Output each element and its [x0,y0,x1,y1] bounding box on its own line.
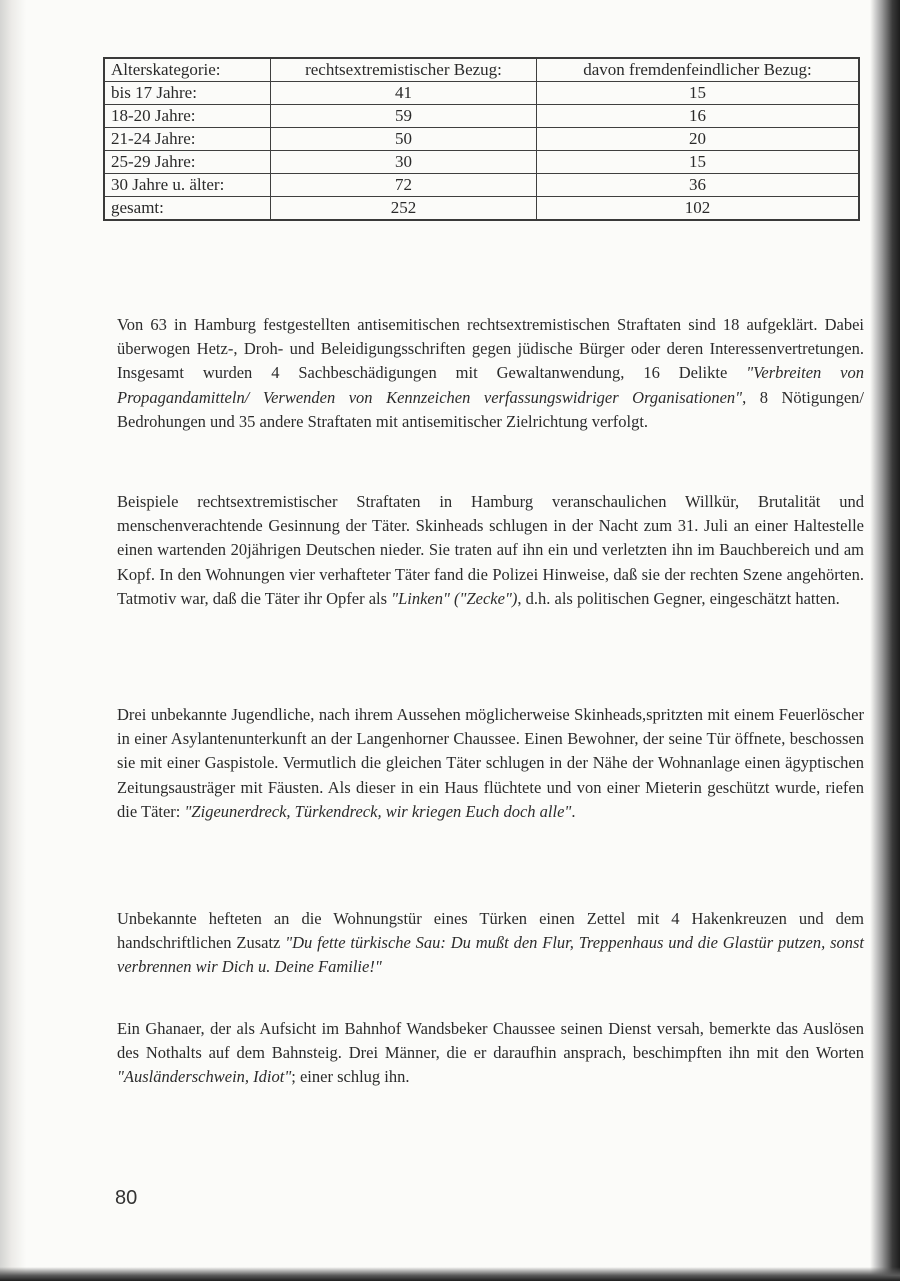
paragraph-quote: "Du fette türkische Sau: Du mußt den Flur, Treppenhaus und die Glastür putzen, sonst verbrennen wir Dich u. Deine Familie!" [117,933,864,977]
paragraph-swastika-note [117,907,864,980]
page-number: 80 [115,1187,138,1209]
table-row [104,174,859,197]
table-row [104,128,859,151]
paragraph-antisemitic-offences [117,313,864,434]
paragraph-text: Von 63 in Hamburg festgestellten antisemitischen rechtsextremistischen Straftaten sind 18 aufgeklärt. Dabei überwogen Hetz-, Droh- und Beleidigungsschriften gegen jüdische Bürger oder deren Interessenvertretungen. Insgesamt wurden 4 Sachbeschädigungen mit Gewaltanwendung, 16 Delikte [117,315,864,383]
table-header-row [104,58,859,82]
cell-xenophobic: 15 [537,82,860,105]
cell-xenophobic: 20 [537,128,860,151]
binding-shadow [0,0,26,1281]
header-right-extremist: rechtsextremistischer Bezug: [271,58,537,82]
paragraph-station-attack [117,1017,864,1090]
paragraph-examples-skinheads [117,490,864,611]
paragraph-quote: "Linken" ("Zecke") [391,588,518,608]
header-xenophobic: davon fremdenfeindlicher Bezug: [537,58,860,82]
paragraph-text: , 8 Nötigungen/ Bedrohungen und 35 andere Straftaten mit antisemitischer Zielrichtung verfolgt. [117,387,865,431]
cell-right-extremist: 50 [271,128,537,151]
paragraph-text: Ein Ghanaer, der als Aufsicht im Bahnhof Wandsbeker Chaussee seinen Dienst versah, bemerkte das Auslösen des Nothalts auf dem Bahnsteig. Drei Männer, die er daraufhin ansprach, beschimpften ihn mit den Worten [117,1019,864,1063]
age-category-table [103,57,860,221]
page-bottom-shadow [0,1267,900,1281]
paragraph-text: Unbekannte hefteten an die Wohnungstür eines Türken einen Zettel mit 4 Hakenkreuzen und dem handschriftlichen Zusatz [117,909,864,953]
paragraph-quote: "Ausländerschwein, Idiot" [117,1067,292,1087]
page-edge-shadow [870,0,900,1281]
cell-age: 21-24 Jahre: [104,128,271,151]
paragraph-quote: "Zigeunerdreck, Türkendreck, wir kriegen Euch doch alle" [184,801,572,821]
cell-right-extremist: 41 [271,82,537,105]
cell-age: gesamt: [104,197,271,221]
paragraph-text: Drei unbekannte Jugendliche, nach ihrem Aussehen möglicherweise Skinheads,spritzten mit einem Feuerlöscher in einer Asylantenunterkunft an der Langenhorner Chaussee. Einen Bewohner, der seine Tür öffnete, beschossen sie mit einer Gaspistole. Vermutlich die gleichen Täter schlugen in der Nähe der Wohnanlage einen ägyptischen Zeitungsausträger mit Fäusten. Als dieser in ein Haus flüchtete und von einer Mieterin geschützt wurde, riefen die Täter: [117,705,864,821]
paragraph-asylum-shelter [117,703,864,824]
paragraph-text: . [571,801,576,821]
table-total-row [104,197,859,221]
cell-xenophobic: 16 [537,105,860,128]
header-age-category: Alterskategorie: [104,58,271,82]
cell-right-extremist: 252 [271,197,537,221]
cell-right-extremist: 59 [271,105,537,128]
paragraph-text: Beispiele rechtsextremistischer Straftaten in Hamburg veranschaulichen Willkür, Brutalität und menschenverachtende Gesinnung der Täter. Skinheads schlugen in der Nacht zum 31. Juli an einer Haltestelle einen wartenden 20jährigen Deutschen nieder. Sie traten auf ihn ein und verletzten ihn im Bauchbereich und am Kopf. In den Wohnungen vier verhafteter Täter fand die Polizei Hinweise, daß sie der rechten Szene angehörten. Tatmotiv war, daß die Täter ihr Opfer als [117,492,864,608]
cell-xenophobic: 102 [537,197,860,221]
table-row [104,82,859,105]
cell-age: bis 17 Jahre: [104,82,271,105]
cell-age: 30 Jahre u. älter: [104,174,271,197]
cell-age: 18-20 Jahre: [104,105,271,128]
paragraph-quote: "Verbreiten von Propagandamitteln/ Verwenden von Kennzeichen verfassungswidriger Organisationen" [117,363,865,407]
cell-xenophobic: 36 [537,174,860,197]
table-row [104,151,859,174]
paragraph-text: ; einer schlug ihn. [291,1067,410,1087]
table-row [104,105,859,128]
paragraph-text: , d.h. als politischen Gegner, eingeschätzt hatten. [517,588,840,608]
cell-xenophobic: 15 [537,151,860,174]
cell-right-extremist: 72 [271,174,537,197]
cell-right-extremist: 30 [271,151,537,174]
cell-age: 25-29 Jahre: [104,151,271,174]
